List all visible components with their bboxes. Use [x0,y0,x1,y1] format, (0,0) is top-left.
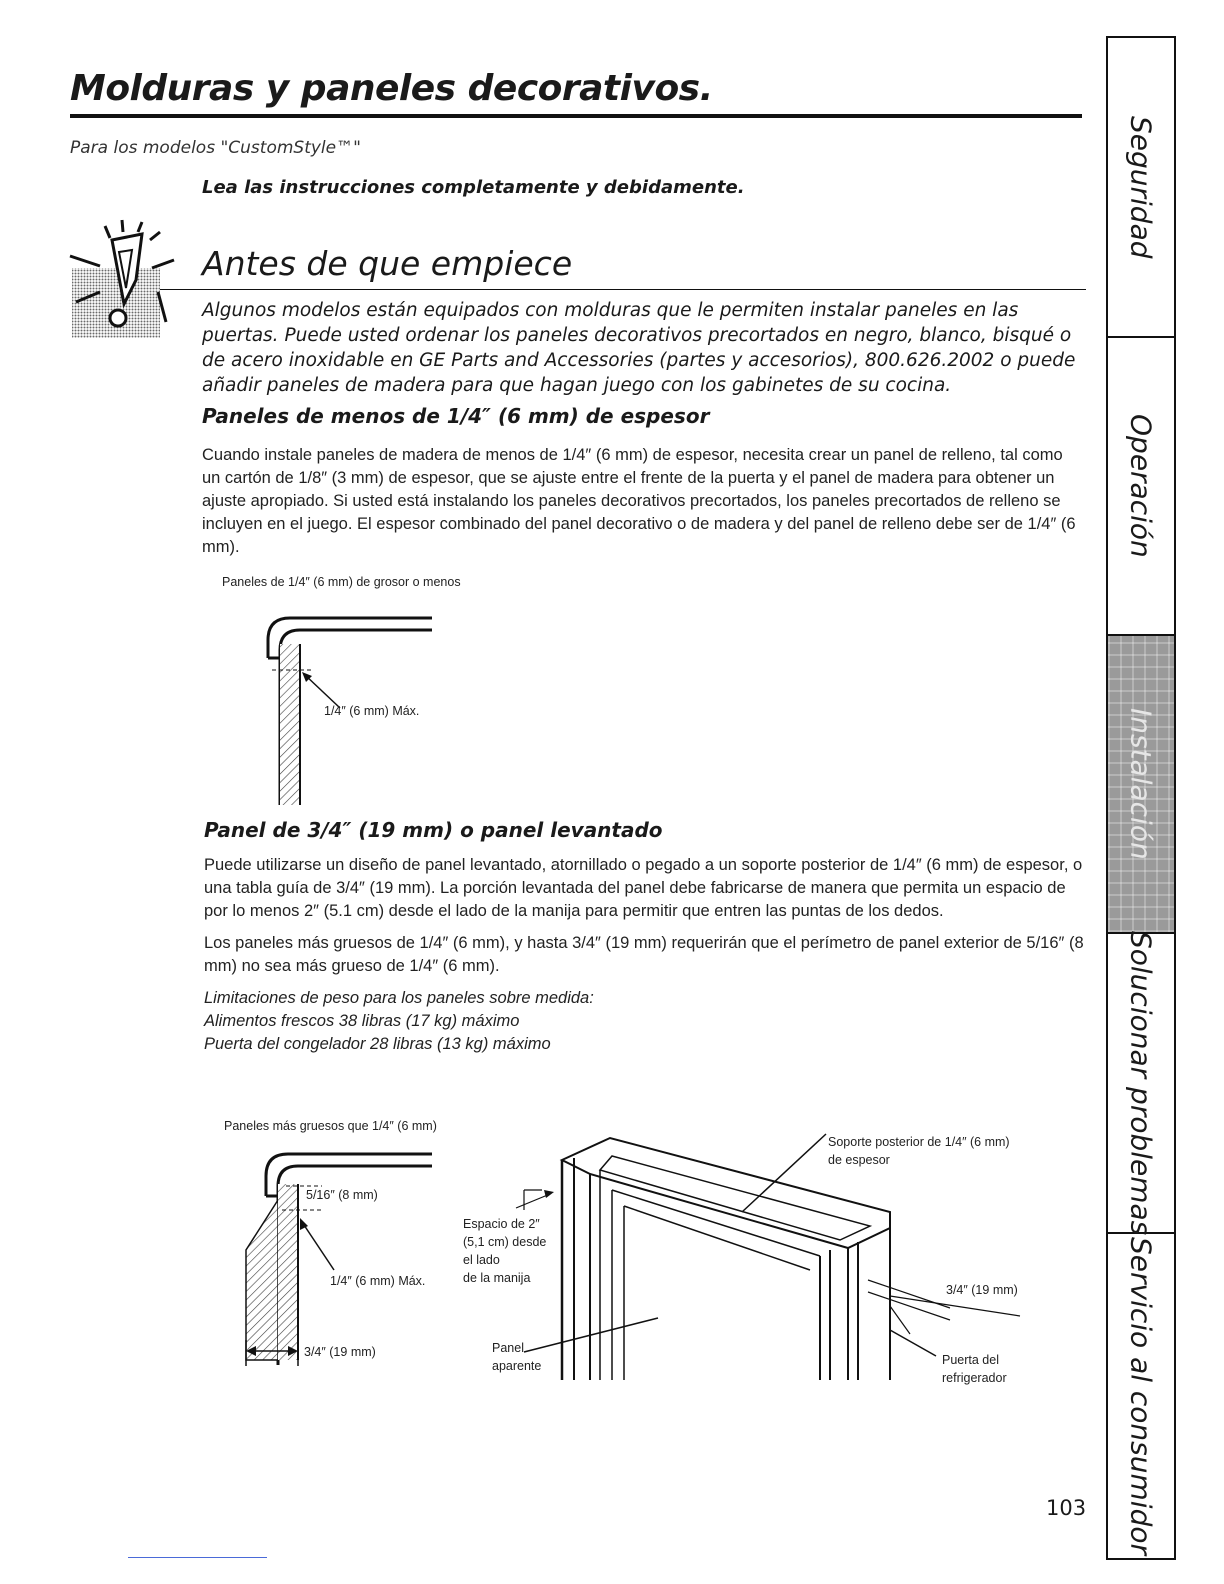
tab-label: Seguridad [1124,115,1158,259]
thick-panel-para2: Los paneles más gruesos de 1/4″ (6 mm), y hasta 3/4″ (19 mm) requerirán que el perímetro de panel exterior de 5/16″ (8 mm) no sea más grueso de 1/4″ (6 mm). [204,934,1084,975]
thick-panel-heading: Panel de 3/4″ (19 mm) o panel levantado [204,818,663,842]
tab-operacion[interactable] [1108,338,1174,636]
tab-instalacion[interactable] [1108,636,1174,934]
tab-label: Servicio al consumidor [1124,1237,1158,1555]
model-subtitle: Para los modelos "CustomStyle™" [70,138,361,158]
tab-label: Operación [1124,414,1158,558]
label-panel-2: aparente [492,1359,542,1373]
read-instructions-note: Lea las instrucciones completamente y debidamente. [202,177,745,198]
label-space-1: Espacio de 2″ [463,1217,540,1231]
tab-label: Solucionar problemas [1124,930,1158,1236]
tab-seguridad[interactable] [1108,38,1174,338]
label-door-three-quarter: 3/4″ (19 mm) [946,1283,1018,1297]
thin-panel-diagram [250,600,490,805]
tab-servicio-consumidor[interactable] [1108,1234,1174,1558]
label-door-2: refrigerador [942,1371,1007,1385]
tab-solucionar-problemas[interactable] [1108,930,1174,1236]
label-support: Soporte posterior de 1/4″ (6 mm) [828,1135,1010,1149]
section-intro: Algunos modelos están equipados con molduras que le permiten instalar paneles en las puertas. Puede usted ordenar los paneles decorativos precortados en negro, blanco, bisqué o de acero inoxidable en GE Parts and Accessories (partes y accesorios), 800.626.2002 o puede añadir paneles de madera para que hagan juego con los gabinetes de su cocina. [202,300,1076,396]
thick-panel-diagram [236,1140,446,1370]
door-panel-diagram [480,1130,1040,1390]
label-space-2: (5,1 cm) desde [463,1235,547,1249]
weight-limit-freezer: Puerta del congelador 28 libras (13 kg) máximo [204,1035,551,1053]
thin-panel-heading: Paneles de menos de 1/4″ (6 mm) de espesor [202,404,710,428]
section-rule [160,289,1086,290]
thick-panel-para1: Puede utilizarse un diseño de panel levantado, atornillado o pegado a un soporte posterior de 1/4″ (6 mm) de espesor, o una tabla guía de 3/4″ (19 mm). La porción levantada del panel debe fabricarse de manera que permita un espacio de por lo menos 2″ (5.1 cm) desde el lado de la manija para permitir que entren las puntas de los dedos. [204,856,1083,920]
label-quarter-max: 1/4″ (6 mm) Máx. [330,1274,426,1288]
thin-panel-body: Cuando instale paneles de madera de menos de 1/4″ (6 mm) de espesor, necesita crear un panel de relleno, tal como un cartón de 1/8″ (3 mm) de espesor, que se ajuste entre el frente de la puerta y el panel de madera para obtener un ajuste apropiado. Si usted está instalando los paneles decorativos precortados, los paneles precortados de relleno se incluyen en el juego. El espesor combinado del panel decorativo o de madera y del panel de relleno debe ser de 1/4″ (6 mm). [202,446,1076,556]
thin-figure-label: 1/4″ (6 mm) Máx. [324,704,420,718]
label-panel-1: Panel [492,1341,524,1355]
weight-limit-fresh: Alimentos frescos 38 libras (17 kg) máximo [204,1012,520,1030]
label-space-4: de la manija [463,1271,531,1285]
label-three-quarter: 3/4″ (19 mm) [304,1345,376,1359]
label-space-3: el lado [463,1253,500,1267]
thin-figure-caption: Paneles de 1/4″ (6 mm) de grosor o menos [222,575,461,589]
page-number: 103 [1046,1496,1087,1520]
warning-exclamation-icon [62,218,194,342]
thick-figure-caption: Paneles más gruesos que 1/4″ (6 mm) [224,1119,437,1133]
title-rule [70,114,1082,118]
section-heading: Antes de que empiece [202,244,573,283]
label-5-16: 5/16″ (8 mm) [306,1188,378,1202]
label-door-1: Puerta del [942,1353,999,1367]
section-tabs [1106,36,1176,1560]
label-support-2: de espesor [828,1153,890,1167]
thick-panel-body [204,854,1084,1056]
page-title: Molduras y paneles decorativos. [70,68,713,109]
tab-label: Instalación [1124,708,1158,860]
weight-limits-title: Limitaciones de peso para los paneles sobre medida: [204,989,594,1007]
link-underline[interactable] [128,1557,267,1558]
